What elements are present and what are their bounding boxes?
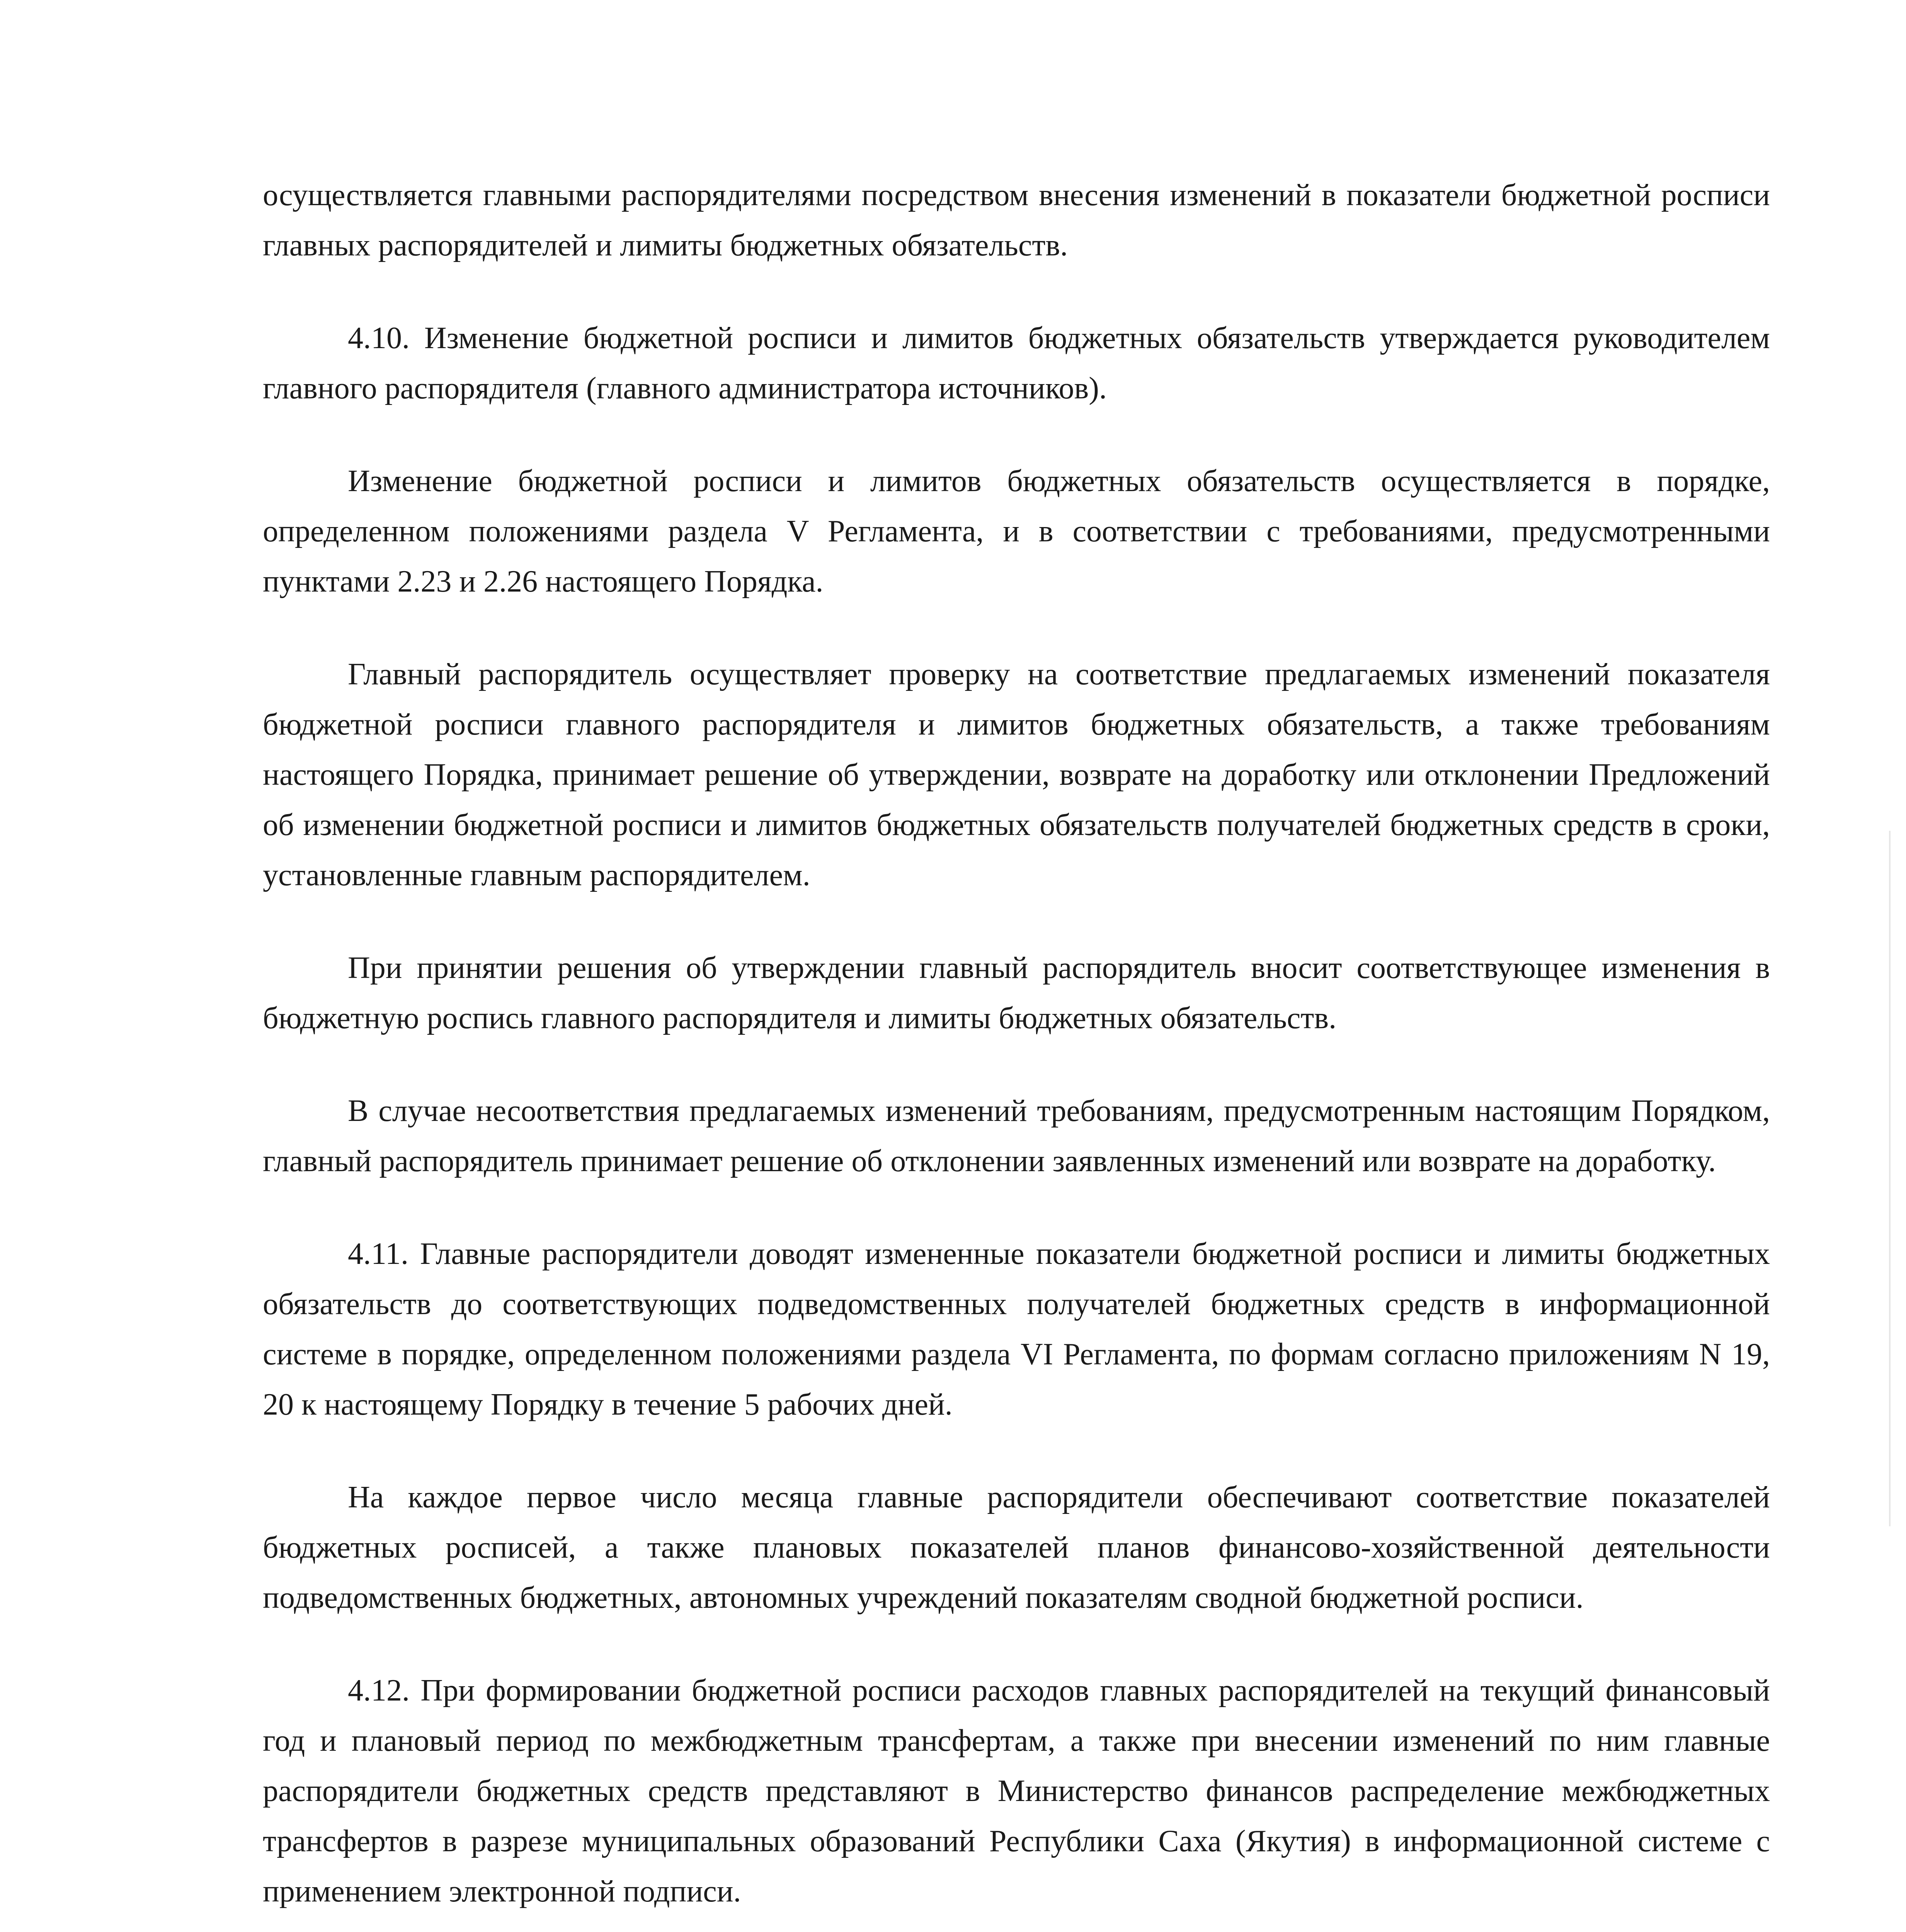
paragraph-4-12: 4.12. При формировании бюджетной росписи расходов главных распорядителей на текущий финансовый год и плановый период по межбюджетным трансфертам, а также при внесении изменений по ним главные распорядители бюджетных средств представляют в Министерство финансов распределение межбюджетных трансфертов в разрезе муниципальных образований Республики Саха (Якутия) в информационной системе с применением электронной подписи. [263,1673,1770,1908]
scan-edge-mark [1889,831,1891,1526]
paragraph-verification: Главный распорядитель осуществляет проверку на соответствие предлагаемых изменений показателя бюджетной росписи главного распорядителя и лимитов бюджетных обязательств, а также требованиям настоящего Порядка, принимает решение об утверждении, возврате на доработку или отклонении Предложений об изменении бюджетной росписи и лимитов бюджетных обязательств получателей бюджетных средств в сроки, установленные главным распорядителем. [263,657,1770,892]
paragraph-approval-decision: При принятии решения об утверждении главный распорядитель вносит соответствующее изменения в бюджетную роспись главного распорядителя и лимиты бюджетных обязательств. [263,951,1770,1035]
paragraph-4-10: 4.10. Изменение бюджетной росписи и лимитов бюджетных обязательств утверждается руководителем главного распорядителя (главного администратора источников). [263,321,1770,405]
paragraph-continuation: осуществляется главными распорядителями посредством внесения изменений в показатели бюджетной росписи главных распорядителей и лимиты бюджетных обязательств. [263,178,1770,262]
document-page [263,170,1770,1932]
paragraph-change-procedure: Изменение бюджетной росписи и лимитов бюджетных обязательств осуществляется в порядке, определенном положениями раздела V Регламента, и в соответствии с требованиями, предусмотренными пунктами 2.23 и 2.26 настоящего Порядка. [263,464,1770,599]
paragraph-monthly-reconciliation: На каждое первое число месяца главные распорядители обеспечивают соответствие показателей бюджетных росписей, а также плановых показателей планов финансово-хозяйственной деятельности подведомственных бюджетных, автономных учреждений показателям сводной бюджетной росписи. [263,1480,1770,1615]
paragraph-rejection: В случае несоответствия предлагаемых изменений требованиям, предусмотренным настоящим Порядком, главный распорядитель принимает решение об отклонении заявленных изменений или возврате на доработку. [263,1094,1770,1178]
paragraph-4-11: 4.11. Главные распорядители доводят измененные показатели бюджетной росписи и лимиты бюджетных обязательств до соответствующих подведомственных получателей бюджетных средств в информационной системе в порядке, определенном положениями раздела VI Регламента, по формам согласно приложениям N 19, 20 к настоящему Порядку в течение 5 рабочих дней. [263,1237,1770,1422]
